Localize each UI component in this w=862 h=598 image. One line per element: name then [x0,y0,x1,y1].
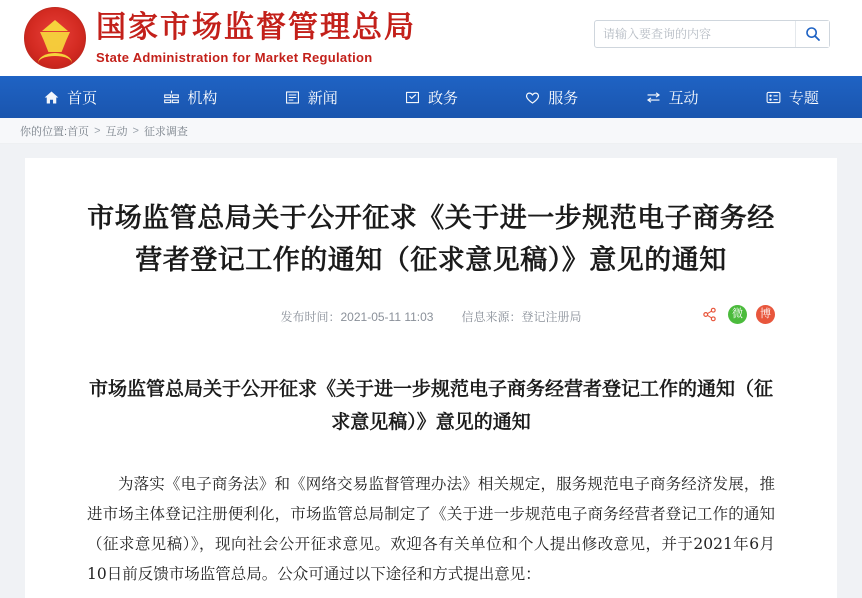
search-input[interactable] [595,21,795,47]
nav-label: 专题 [788,88,819,107]
nav-item-interaction[interactable] [611,76,731,118]
page-body [0,144,862,598]
site-title-en: State Administration for Market Regulation [96,49,373,65]
breadcrumb-separator: > [94,124,101,137]
breadcrumb-item-survey[interactable]: 征求调查 [143,125,188,138]
interaction-icon [645,89,662,106]
nav-item-topic[interactable] [732,76,852,118]
source-value: 登记注册局 [521,310,582,324]
breadcrumb-separator: > [132,124,139,137]
breadcrumb-item-interaction[interactable]: 互动 [105,125,128,138]
publish-time-value: 2021-05-11 11:03 [340,310,434,324]
nav-label: 首页 [67,88,98,107]
wechat-icon[interactable] [728,305,747,324]
emblem-gear-detail [38,53,72,63]
national-emblem-icon [24,7,86,69]
government-icon [404,89,421,106]
article-paragraph: 为落实《电子商务法》和《网络交易监督管理办法》相关规定，服务规范电子商务经济发展，推进市场主体登记注册便利化，市场监管总局制定了《关于进一步规范电子商务经营者登记工作的通知（征求意见稿）》，现向社会公开征求意见。欢迎各有关单位和个人提出修改意见，并于2021年6月10日前反馈市场监管总局。公众可通过以下途径和方式提出意见： [87,475,775,583]
heart-service-icon [524,89,541,106]
nav-label: 新闻 [307,88,338,107]
publish-time-label: 发布时间： [280,310,341,324]
weibo-glyph: 博 [760,308,771,320]
site-title-cn: 国家市场监督管理总局 [96,10,416,46]
share-glyph-icon [702,307,717,322]
search-button[interactable] [795,21,829,47]
nav-item-government[interactable] [371,76,491,118]
news-icon [284,89,301,106]
main-nav [0,76,862,118]
source [461,308,581,325]
site-header [0,0,862,76]
breadcrumb-prefix: 你的位置: [20,125,68,138]
breadcrumb [0,118,862,144]
nav-label: 政务 [427,88,458,107]
article-sub-title: 市场监管总局关于公开征求《关于进一步规范电子商务经营者登记工作的通知（征求意见稿）》意见的通知 [88,378,773,433]
article-container [25,158,837,598]
nav-label: 服务 [548,88,579,107]
share-icon[interactable] [700,305,719,324]
breadcrumb-item-home[interactable]: 首页 [67,125,90,138]
nav-label: 机构 [187,88,218,107]
search-box[interactable] [594,20,830,48]
share-bar [700,305,775,324]
nav-label: 互动 [668,88,699,107]
topic-icon [765,89,782,106]
nav-item-home[interactable] [10,76,130,118]
nav-item-news[interactable] [251,76,371,118]
site-title-block [96,11,416,65]
nav-item-service[interactable] [491,76,611,118]
article-meta [87,308,775,339]
wechat-glyph: 微 [732,308,743,320]
publish-time [280,308,433,325]
organization-icon [163,89,180,106]
home-icon [43,89,60,106]
source-label: 信息来源： [461,310,522,324]
nav-item-organization[interactable] [130,76,250,118]
page-title: 市场监管总局关于公开征求《关于进一步规范电子商务经营者登记工作的通知（征求意见稿）》意见的通知 [87,203,775,276]
search-icon [805,26,821,42]
weibo-icon[interactable] [756,305,775,324]
